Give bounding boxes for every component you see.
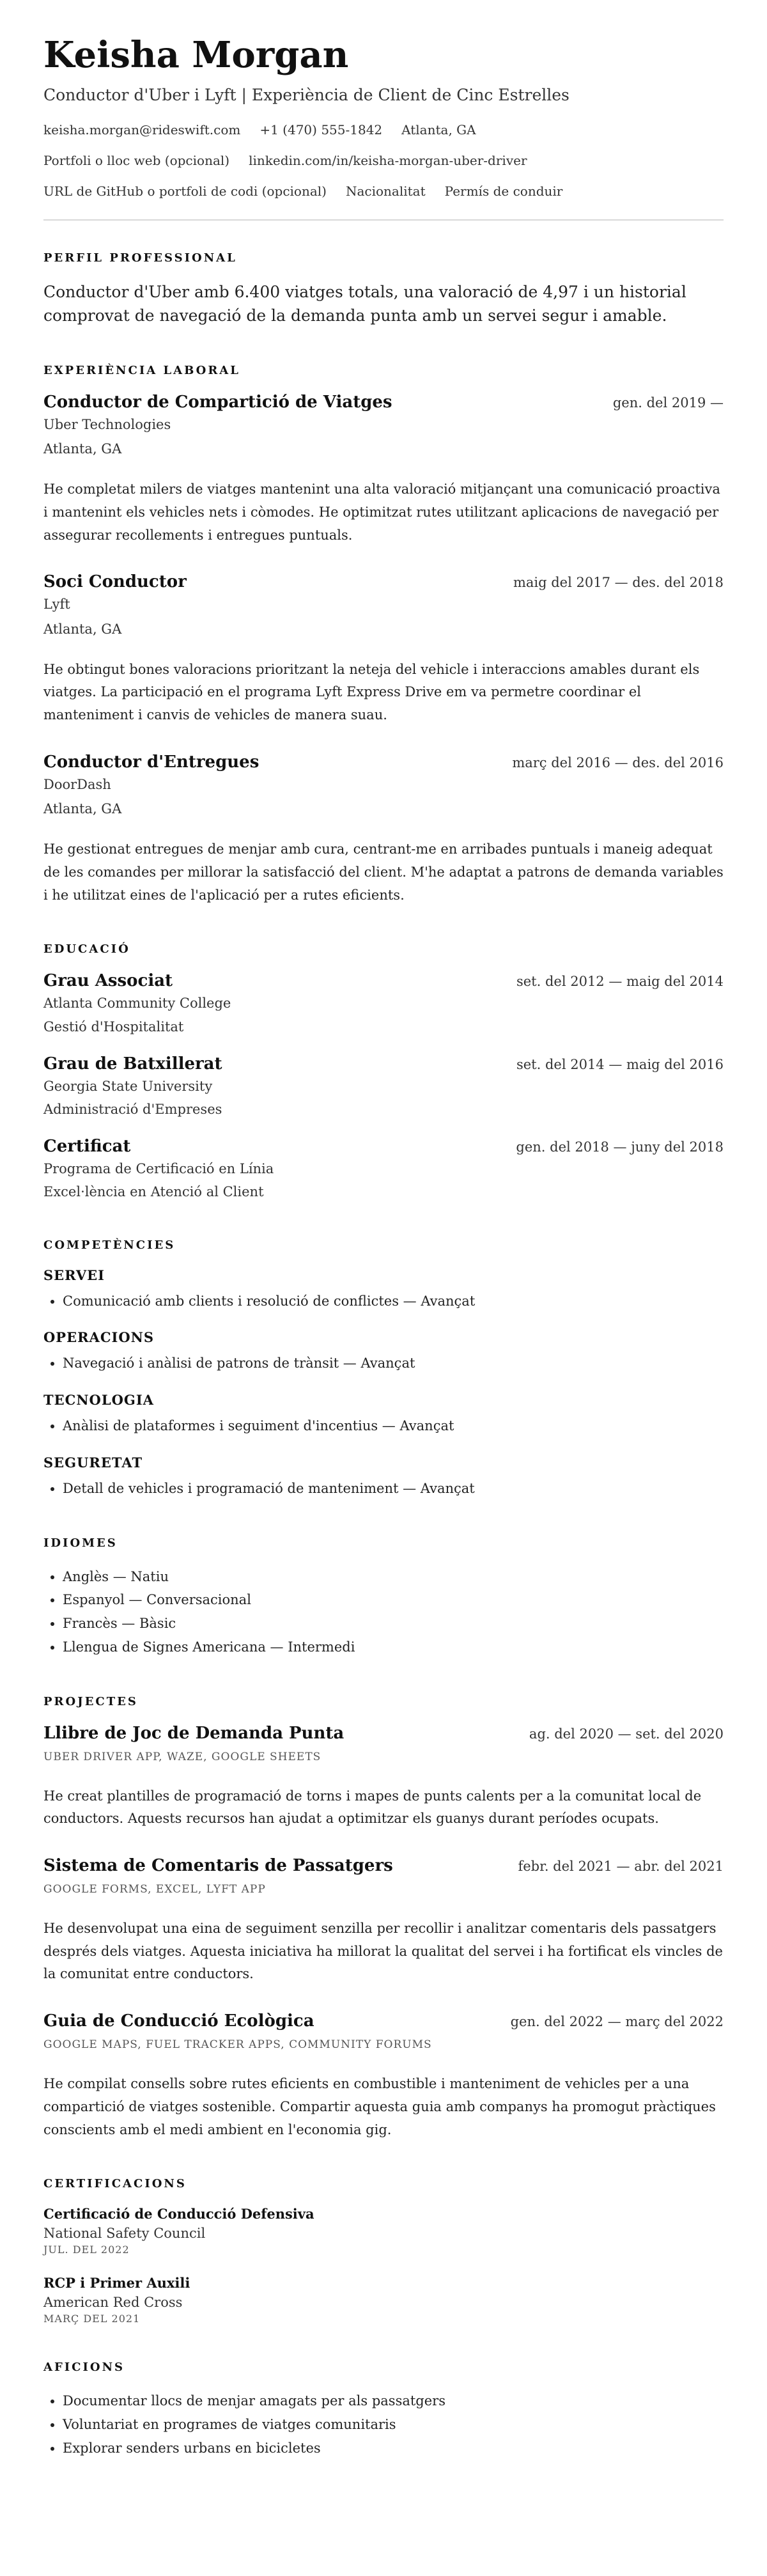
- field-of-study: Excel·lència en Atenció al Client: [43, 1184, 264, 1200]
- job-description: He obtingut bones valoracions prioritzant la neteja del vehicle i interaccions amables durant els viatges. La participació en el programa Lyft Express Drive em va permetre coordinar el manteniment i canvis de vehicles de manera suau.: [43, 661, 700, 723]
- experience-entry: [43, 753, 724, 907]
- project-tech: GOOGLE FORMS, EXCEL, LYFT APP: [43, 1883, 266, 1896]
- project-date: gen. del 2022 — març del 2022: [510, 2014, 724, 2030]
- summary-text: Conductor d'Uber amb 6.400 viatges totals, una valoració de 4,97 i un historial comprovat de navegació de la demanda punta amb un servei segur i amable.: [43, 282, 686, 325]
- degree-title: Grau de Batxillerat: [43, 1054, 222, 1073]
- skill-category: SEGURETAT: [43, 1454, 143, 1471]
- license-text: Permís de conduir: [444, 183, 563, 199]
- education-date: gen. del 2018 — juny del 2018: [516, 1139, 724, 1155]
- email-link[interactable]: keisha.morgan@rideswift.com: [43, 121, 241, 137]
- skills-section: [43, 1238, 724, 1501]
- certification-name: RCP i Primer Auxili: [43, 2275, 190, 2291]
- job-date: maig del 2017 — des. del 2018: [513, 575, 724, 591]
- section-title-education: EDUCACIÓ: [43, 942, 130, 956]
- project-entry: [43, 2011, 724, 2141]
- project-description: He creat plantilles de programació de torns i mapes de punts calents per a la comunitat local de conductors. Aquests recursos han ajudat a optimitzar els guanys durant períodes ocupats.: [43, 1788, 702, 1827]
- headline: Conductor d'Uber i Lyft | Experiència de Client de Cinc Estrelles: [43, 85, 569, 104]
- certification-date: MARÇ DEL 2021: [43, 2313, 141, 2325]
- skill-item: • Navegació i anàlisi de patrons de trànsit — Avançat: [63, 1352, 724, 1375]
- education-entry: [43, 1054, 724, 1120]
- certification-entry: [43, 2206, 724, 2256]
- skill-list: [43, 1290, 724, 1313]
- job-title: Conductor de Compartició de Viatges: [43, 392, 392, 412]
- contact-row-1: [43, 122, 724, 137]
- project-entry: [43, 1724, 724, 1831]
- project-name: Llibre de Joc de Demanda Punta: [43, 1723, 345, 1743]
- skill-list: [43, 1414, 724, 1438]
- skill-category: SERVEI: [43, 1267, 105, 1283]
- project-tech: GOOGLE MAPS, FUEL TRACKER APPS, COMMUNITY FORUMS: [43, 2038, 432, 2052]
- job-description: He completat milers de viatges mantenint una alta valoració mitjançant una comunicació proactiva i mantenint els vehicles nets i còmodes. He optimitzat rutes utilitzant aplicacions de navegació per assegurar recollements i entregues puntuals.: [43, 481, 720, 543]
- skill-category: TECNOLOGIA: [43, 1392, 154, 1409]
- degree-title: Grau Associat: [43, 971, 173, 991]
- education-entry: [43, 971, 724, 1037]
- resume-header: [43, 36, 724, 199]
- section-title-experience: EXPERIÈNCIA LABORAL: [43, 363, 240, 377]
- nationality-text: Nacionalitat: [345, 183, 426, 199]
- certification-issuer: National Safety Council: [43, 2226, 206, 2242]
- education-date: set. del 2014 — maig del 2016: [516, 1056, 724, 1072]
- linkedin-link[interactable]: linkedin.com/in/keisha-morgan-uber-driver: [249, 152, 527, 168]
- location-text: Atlanta, GA: [401, 121, 476, 137]
- company-name: Uber Technologies: [43, 416, 171, 432]
- job-location: Atlanta, GA: [43, 621, 122, 637]
- school-name: Atlanta Community College: [43, 995, 231, 1011]
- education-entry: [43, 1137, 724, 1203]
- experience-section: [43, 364, 724, 907]
- project-description: He desenvolupat una eina de seguiment senzilla per recollir i analitzar comentaris dels passatgers després dels viatges. Aquesta iniciativa ha millorat la qualitat del servei i ha fortificat els vincles de la comunitat entre conductors.: [43, 1921, 723, 1982]
- language-list: [43, 1565, 724, 1659]
- contact-row-3: [43, 183, 724, 199]
- project-name: Guia de Conducció Ecològica: [43, 2011, 314, 2031]
- certification-issuer: American Red Cross: [43, 2295, 183, 2311]
- portfolio-link[interactable]: Portfoli o lloc web (opcional): [43, 152, 230, 168]
- job-description: He gestionat entregues de menjar amb cura, centrant-me en arribades puntuals i maneig adequat de les comandes per millorar la satisfacció del client. M'he adaptat a patrons de demanda variables i he utilitzat eines de l'aplicació per a rutes eficients.: [43, 841, 724, 903]
- experience-entry: [43, 393, 724, 547]
- experience-entry: [43, 572, 724, 727]
- candidate-name: Keisha Morgan: [43, 34, 349, 76]
- education-date: set. del 2012 — maig del 2014: [516, 974, 724, 990]
- education-section: [43, 942, 724, 1202]
- job-title: Conductor d'Entregues: [43, 752, 260, 772]
- section-title-projects: PROJECTES: [43, 1694, 138, 1708]
- project-date: febr. del 2021 — abr. del 2021: [518, 1859, 724, 1875]
- certifications-section: [43, 2177, 724, 2325]
- job-location: Atlanta, GA: [43, 441, 122, 457]
- field-of-study: Gestió d'Hospitalitat: [43, 1019, 184, 1034]
- project-tech: UBER DRIVER APP, WAZE, GOOGLE SHEETS: [43, 1750, 322, 1763]
- skill-item: • Anàlisi de plataformes i seguiment d'incentius — Avançat: [63, 1414, 724, 1438]
- company-name: DoorDash: [43, 776, 111, 792]
- summary-section: [43, 251, 724, 328]
- job-title: Soci Conductor: [43, 572, 187, 592]
- field-of-study: Administració d'Empreses: [43, 1102, 222, 1118]
- phone-link[interactable]: +1 (470) 555-1842: [260, 121, 383, 137]
- section-title-languages: IDIOMES: [43, 1536, 118, 1550]
- school-name: Georgia State University: [43, 1078, 213, 1094]
- section-title-skills: COMPETÈNCIES: [43, 1238, 176, 1252]
- job-date: març del 2016 — des. del 2016: [512, 754, 724, 770]
- project-name: Sistema de Comentaris de Passatgers: [43, 1856, 393, 1876]
- company-name: Lyft: [43, 597, 70, 613]
- degree-title: Certificat: [43, 1136, 131, 1156]
- section-title-summary: PERFIL PROFESSIONAL: [43, 251, 237, 265]
- language-item: • Espanyol — Conversacional: [63, 1588, 724, 1612]
- language-item: • Francès — Bàsic: [63, 1612, 724, 1635]
- hobby-item: • Voluntariat en programes de viatges comunitaris: [63, 2413, 724, 2437]
- project-entry: [43, 1856, 724, 1986]
- hobby-item: • Explorar senders urbans en bicicletes: [63, 2437, 724, 2460]
- language-item: • Anglès — Natiu: [63, 1565, 724, 1589]
- languages-section: [43, 1536, 724, 1659]
- hobby-item: • Documentar llocs de menjar amagats per als passatgers: [63, 2389, 724, 2413]
- projects-section: [43, 1695, 724, 2142]
- skill-list: [43, 1477, 724, 1501]
- hobby-list: [43, 2389, 724, 2460]
- job-date: gen. del 2019 —: [612, 394, 724, 410]
- certification-date: JUL. DEL 2022: [43, 2244, 130, 2256]
- project-description: He compilat consells sobre rutes eficients en combustible i manteniment de vehicles per a una compartició de viatges sostenible. Compartir aquesta guia amb companys ha promogut pràctiques conscients amb el medi ambient en l'economia gig.: [43, 2076, 716, 2137]
- section-title-hobbies: AFICIONS: [43, 2361, 125, 2375]
- section-title-certifications: CERTIFICACIONS: [43, 2177, 187, 2191]
- school-name: Programa de Certificació en Línia: [43, 1160, 274, 1176]
- header-divider: [43, 219, 724, 221]
- certification-name: Certificació de Conducció Defensiva: [43, 2206, 314, 2222]
- skill-item: • Detall de vehicles i programació de manteniment — Avançat: [63, 1477, 724, 1501]
- job-location: Atlanta, GA: [43, 801, 122, 817]
- certification-entry: [43, 2275, 724, 2325]
- github-link[interactable]: URL de GitHub o portfoli de codi (opcional): [43, 183, 327, 199]
- project-date: ag. del 2020 — set. del 2020: [529, 1726, 724, 1742]
- hobbies-section: [43, 2361, 724, 2460]
- language-item: • Llengua de Signes Americana — Intermedi: [63, 1635, 724, 1659]
- skill-item: • Comunicació amb clients i resolució de conflictes — Avançat: [63, 1290, 724, 1313]
- contact-row-2: [43, 153, 724, 168]
- skill-list: [43, 1352, 724, 1375]
- skill-category: OPERACIONS: [43, 1329, 155, 1346]
